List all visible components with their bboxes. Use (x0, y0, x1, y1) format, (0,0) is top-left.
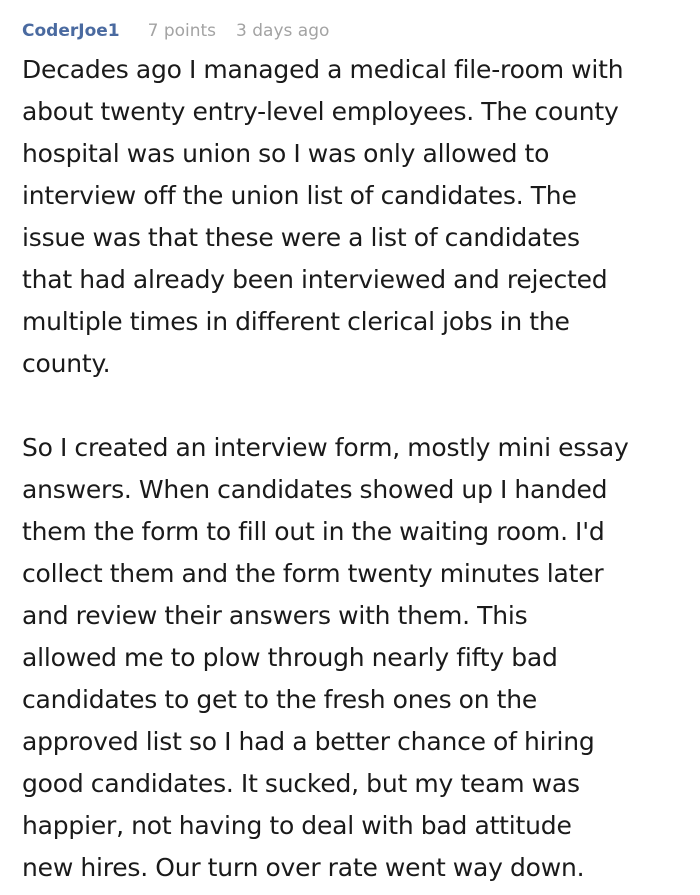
text-line: multiple times in different clerical jobs in the (22, 307, 570, 336)
comment-paragraph (22, 427, 692, 889)
text-line: that had already been interviewed and rejected (22, 265, 608, 294)
text-line: approved list so I had a better chance of hiring (22, 727, 595, 756)
text-line: candidates to get to the fresh ones on the (22, 685, 538, 714)
timestamp: 3 days ago (236, 21, 330, 41)
text-line: them the form to fill out in the waiting room. I'd (22, 517, 605, 546)
points-count: 7 points (147, 21, 217, 41)
text-line: about twenty entry-level employees. The county (22, 97, 619, 126)
text-line: Decades ago I managed a medical file-room with (22, 55, 624, 84)
text-line: new hires. Our turn over rate went way down. (22, 853, 585, 882)
comment-paragraph (22, 49, 692, 385)
text-line: and review their answers with them. This (22, 601, 528, 630)
text-line: So I created an interview form, mostly mini essay (22, 433, 629, 462)
username-link[interactable]: CoderJoe1 (22, 21, 120, 41)
comment-header (22, 18, 329, 44)
comment-body (22, 49, 692, 889)
text-line: allowed me to plow through nearly fifty bad (22, 643, 558, 672)
text-line: interview off the union list of candidates. The (22, 181, 577, 210)
text-line: good candidates. It sucked, but my team was (22, 769, 580, 798)
text-line: county. (22, 349, 111, 378)
text-line: collect them and the form twenty minutes later (22, 559, 604, 588)
text-line: hospital was union so I was only allowed to (22, 139, 550, 168)
text-line: happier, not having to deal with bad attitude (22, 811, 572, 840)
text-line: issue was that these were a list of candidates (22, 223, 580, 252)
text-line: answers. When candidates showed up I handed (22, 475, 608, 504)
